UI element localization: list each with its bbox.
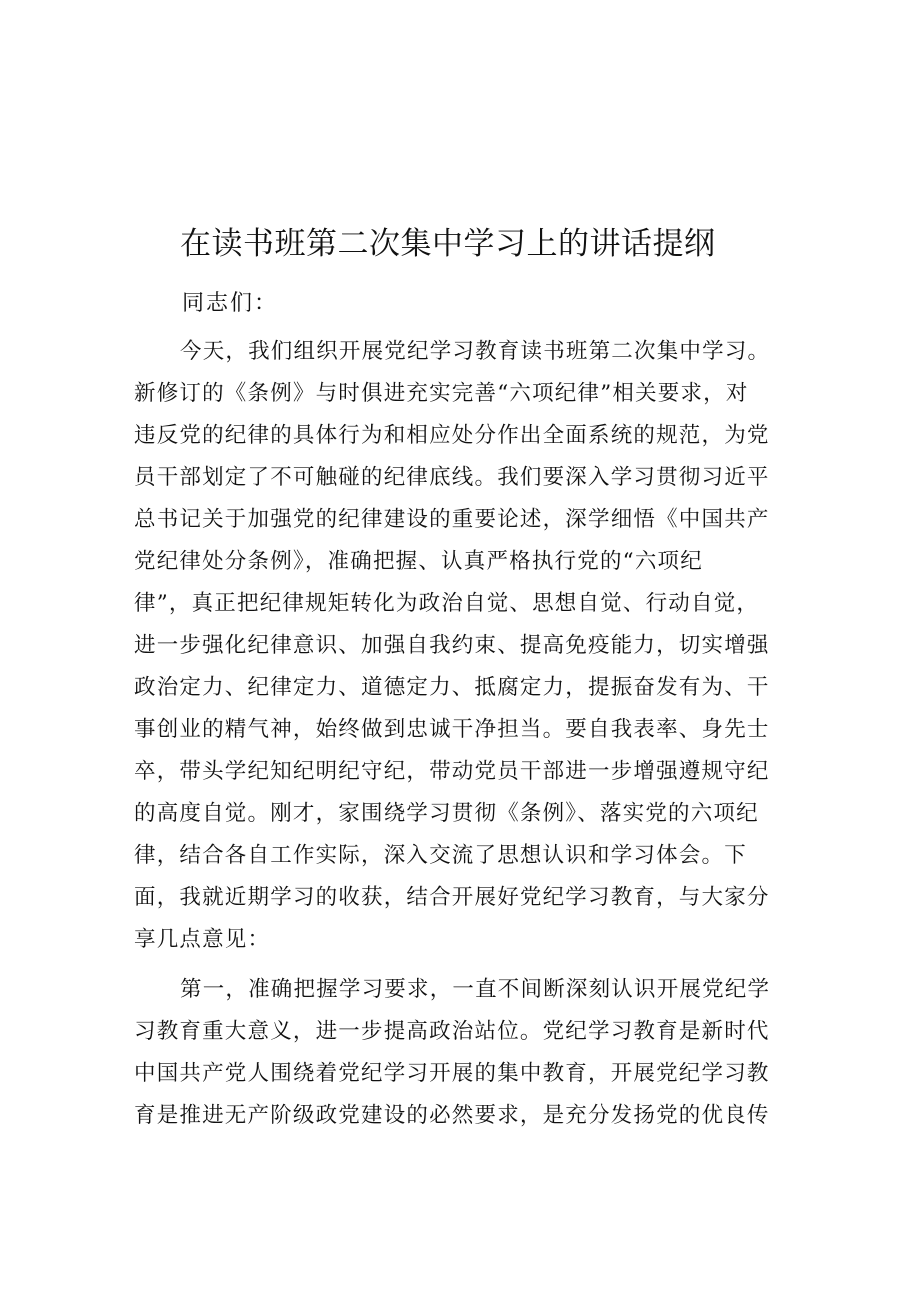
paragraph-line: 中国共产党人围绕着党纪学习开展的集中教育，开展党纪学习教 xyxy=(134,1061,770,1086)
paragraph-line: 律，结合各自工作实际，深入交流了思想认识和学习体会。下 xyxy=(134,843,747,868)
paragraph-line: 习教育重大意义，进一步提高政治站位。党纪学习教育是新时代 xyxy=(134,1019,770,1044)
paragraph-line: 卒，带头学纪知纪明纪守纪，带动党员干部进一步增强遵规守纪 xyxy=(134,759,770,784)
paragraph-line: 政治定力、纪律定力、道德定力、抵腐定力，提振奋发有为、干 xyxy=(134,675,770,700)
paragraph-line: 今天，我们组织开展党纪学习教育读书班第二次集中学习。 xyxy=(180,339,771,364)
paragraph-line: 员干部划定了不可触碰的纪律底线。我们要深入学习贯彻习近平 xyxy=(134,465,770,490)
document-title: 在读书班第二次集中学习上的讲话提纲 xyxy=(180,226,716,262)
paragraph-line: 育是推进无产阶级政党建设的必然要求，是充分发扬党的优良传 xyxy=(134,1103,770,1128)
paragraph-line: 第一，准确把握学习要求，一直不间断深刻认识开展党纪学 xyxy=(180,977,771,1002)
paragraph-line: 党纪律处分条例》，准确把握、认真严格执行党的“六项纪 xyxy=(134,549,703,574)
paragraph-line: 新修订的《条例》与时俱进充实完善“六项纪律”相关要求，对 xyxy=(134,381,749,406)
paragraph-intro xyxy=(134,331,794,961)
paragraph-line: 面，我就近期学习的收获，结合开展好党纪学习教育，与大家分 xyxy=(134,885,770,910)
paragraph-line: 享几点意见： xyxy=(134,927,271,952)
paragraph-line: 总书记关于加强党的纪律建设的重要论述，深学细悟《中国共产 xyxy=(134,507,770,532)
paragraph-first-point xyxy=(134,969,794,1137)
salutation: 同志们： xyxy=(182,291,279,316)
paragraph-line: 进一步强化纪律意识、加强自我约束、提高免疫能力，切实增强 xyxy=(134,633,770,658)
paragraph-line: 的高度自觉。刚才，家围绕学习贯彻《条例》、落实党的六项纪 xyxy=(134,801,759,826)
paragraph-line: 事创业的精气神，始终做到忠诚干净担当。要自我表率、身先士 xyxy=(134,717,770,742)
paragraph-line: 违反党的纪律的具体行为和相应处分作出全面系统的规范，为党 xyxy=(134,423,770,448)
paragraph-line: 律”，真正把纪律规矩转化为政治自觉、思想自觉、行动自觉， xyxy=(134,591,760,616)
